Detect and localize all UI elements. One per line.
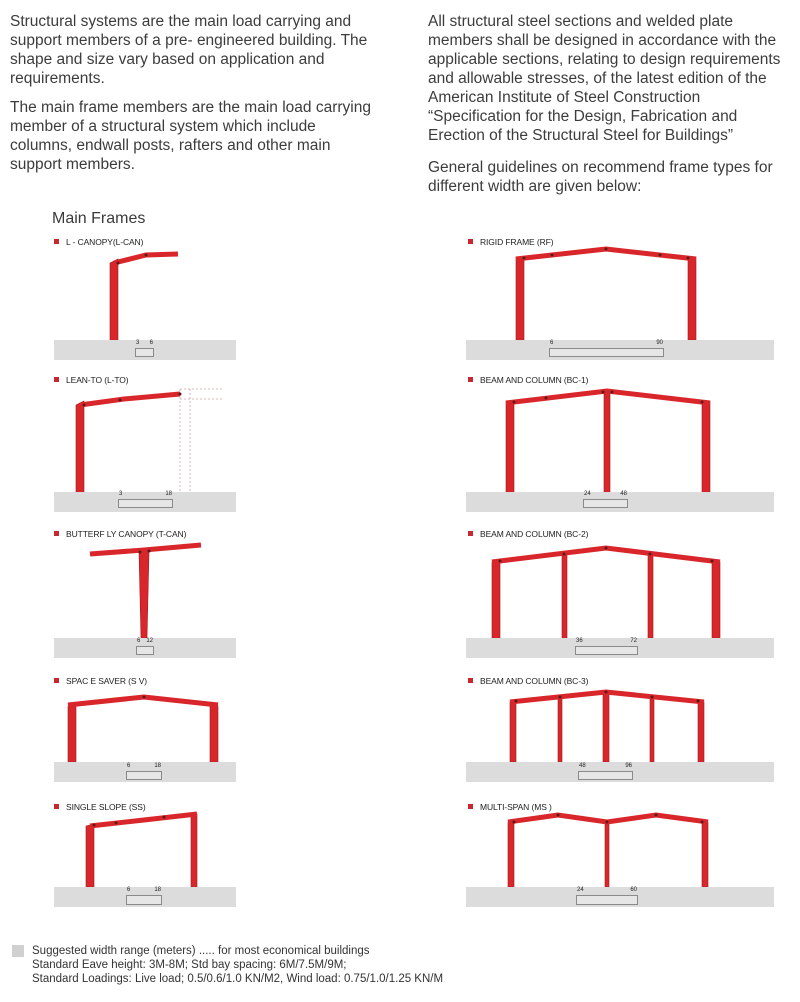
range-max: 90 xyxy=(656,340,663,346)
frame-label-text: MULTI-SPAN (MS ) xyxy=(480,802,552,812)
range-min: 36 xyxy=(576,638,583,644)
intro-paragraph-4: General guidelines on recommend frame types for different width are given below: xyxy=(428,159,773,195)
width-range-bar-rf xyxy=(549,340,664,357)
range-min: 24 xyxy=(577,887,584,893)
intro-paragraph-3: All structural steel sections and welded plate members shall be designed in accordance with the applicable sections, relating to design requirements and allowable stresses, of the latest edition of the American Institute of Steel Construction “Specification for the Design, Fabrication and Erection of the Structural Steel for Buildings” xyxy=(428,13,781,144)
range-min: 6 xyxy=(127,887,131,893)
width-range-bar-bc1 xyxy=(583,491,628,508)
range-min: 6 xyxy=(137,638,141,644)
frame-diagram-lto xyxy=(54,385,236,492)
footer-line-1: Suggested width range (meters) ..... for most economical buildings xyxy=(32,945,370,957)
range-min: 6 xyxy=(550,340,554,346)
frame-diagram-sv xyxy=(54,688,236,762)
frame-diagram-bc3 xyxy=(466,688,774,762)
bullet-icon xyxy=(468,804,473,809)
width-range-bar-ss xyxy=(126,887,162,905)
frame-label-bc1 xyxy=(468,375,588,385)
range-min: 3 xyxy=(136,340,140,346)
bullet-icon xyxy=(54,804,59,809)
range-min: 6 xyxy=(127,763,131,769)
frame-label-text: SINGLE SLOPE (SS) xyxy=(66,802,146,812)
frame-label-text: BEAM AND COLUMN (BC-1) xyxy=(480,375,589,385)
range-min: 24 xyxy=(584,491,591,497)
width-range-bar-lto xyxy=(118,491,173,508)
frame-diagram-ms xyxy=(466,810,774,887)
range-max: 48 xyxy=(620,491,627,497)
width-range-bar-bc3 xyxy=(578,763,633,780)
bullet-icon xyxy=(468,377,473,382)
frame-label-text: LEAN-TO (L-TO) xyxy=(66,375,129,385)
width-range-bar-ms xyxy=(576,887,638,905)
bullet-icon xyxy=(468,239,473,244)
frame-label-tcan xyxy=(54,529,186,539)
footer-notes xyxy=(32,944,443,986)
footer-line-2: Standard Eave height: 3M-8M; Std bay spacing: 6M/7.5M/9M; xyxy=(32,959,347,971)
frame-label-text: SPAC E SAVER (S V) xyxy=(66,676,148,686)
frame-label-text: BEAM AND COLUMN (BC-3) xyxy=(480,676,589,686)
footer-line-3: Standard Loadings: Live load; 0.5/0.6/1.0 KN/M2, Wind load: 0.75/1.0/1.25 KN/M xyxy=(32,973,444,985)
bullet-icon xyxy=(54,239,59,244)
frame-label-sv xyxy=(54,676,147,686)
bullet-icon xyxy=(54,678,59,683)
frame-label-bc3 xyxy=(468,676,588,686)
frame-diagram-rf xyxy=(466,245,774,340)
frame-diagram-ss xyxy=(54,810,236,887)
frame-diagram-tcan xyxy=(54,540,236,638)
bullet-icon xyxy=(468,531,473,536)
frame-label-bc2 xyxy=(468,529,588,539)
width-range-bar-bc2 xyxy=(575,638,638,655)
range-max: 72 xyxy=(630,638,637,644)
width-range-bar-tcan xyxy=(136,638,154,655)
range-max: 12 xyxy=(146,638,153,644)
range-max: 6 xyxy=(149,340,153,346)
frame-label-text: RIGID FRAME (RF) xyxy=(480,237,554,247)
frame-diagram-bc1 xyxy=(466,385,774,492)
frame-diagram-bc2 xyxy=(466,540,774,638)
range-min: 48 xyxy=(579,763,586,769)
intro-paragraph-1: Structural systems are the main load carrying and support members of a pre- engineered building. The shape and size vary based on application and requirements. xyxy=(10,13,368,87)
width-range-bar-lcan xyxy=(135,340,154,357)
range-max: 18 xyxy=(154,887,161,893)
intro-paragraph-2: The main frame members are the main load carrying member of a structural system which include columns, endwall posts, rafters and other main support members. xyxy=(10,99,371,173)
bullet-icon xyxy=(54,377,59,382)
range-max: 18 xyxy=(154,763,161,769)
range-max: 60 xyxy=(630,887,637,893)
range-max: 18 xyxy=(165,491,172,497)
range-max: 96 xyxy=(625,763,632,769)
bullet-icon xyxy=(468,678,473,683)
frame-label-text: BUTTERF LY CANOPY (T-CAN) xyxy=(66,529,187,539)
bullet-icon xyxy=(54,531,59,536)
width-range-bar-sv xyxy=(126,763,162,780)
frame-label-text: BEAM AND COLUMN (BC-2) xyxy=(480,529,589,539)
frame-label-text: L - CANOPY(L-CAN) xyxy=(66,237,144,247)
frame-diagram-lcan xyxy=(54,245,236,340)
section-title: Main Frames xyxy=(52,210,146,227)
frame-label-lto xyxy=(54,375,129,385)
range-min: 3 xyxy=(119,491,123,497)
legend-swatch xyxy=(12,945,24,957)
